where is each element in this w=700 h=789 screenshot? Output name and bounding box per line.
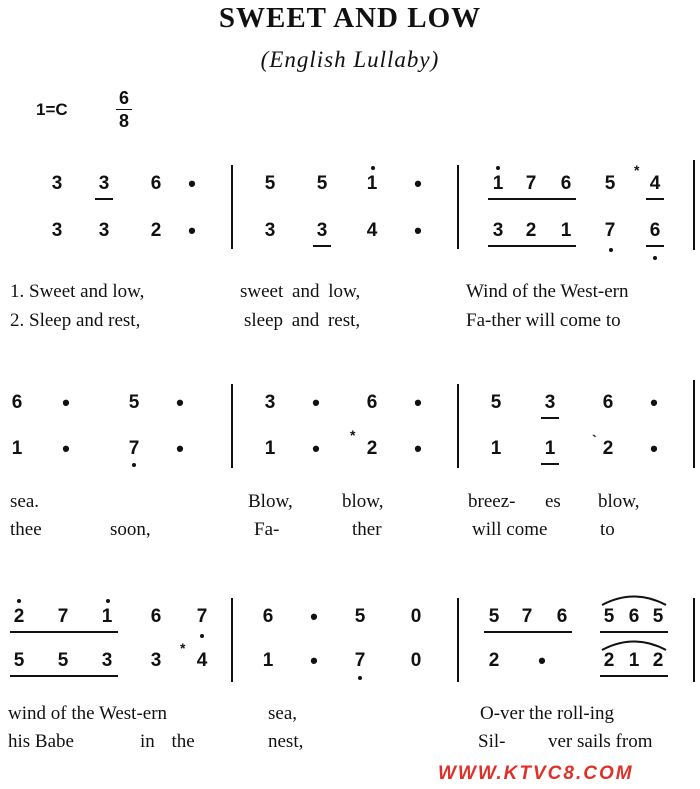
barline: [231, 598, 233, 682]
lyric-word: will come: [472, 519, 548, 540]
duration-dot: •: [62, 436, 70, 461]
note: 7: [525, 173, 537, 194]
lyric-line: 2. Sleep and rest,: [10, 310, 141, 331]
barline: [693, 160, 695, 250]
underline: [646, 245, 664, 247]
barline: [457, 165, 459, 249]
lyric-line: Fa-ther will come to: [466, 310, 621, 331]
note: 2: [488, 650, 500, 671]
note: 1: [366, 173, 378, 194]
note: 7: [521, 606, 533, 627]
note: 1: [101, 606, 113, 627]
sharp-accidental: *: [350, 427, 356, 443]
underline: [600, 675, 668, 677]
underline: [10, 631, 118, 633]
lyric-word: Sil-: [478, 731, 506, 752]
lyric-line: wind of the West-ern: [8, 703, 168, 724]
song-title: SWEET AND LOW: [218, 2, 482, 34]
note: 5: [354, 606, 366, 627]
lyric-word: nest,: [268, 731, 304, 752]
lyric-word: Blow,: [248, 491, 293, 512]
duration-dot: •: [414, 436, 422, 461]
underline: [541, 463, 559, 465]
duration-dot: •: [312, 390, 320, 415]
note: 1: [11, 438, 23, 459]
lyric-line: ver sails from: [548, 731, 653, 752]
time-signature: [114, 88, 134, 131]
lyric-word: sea,: [268, 703, 298, 724]
octave-dot-high: [496, 166, 500, 170]
underline: [488, 245, 576, 247]
barline: [457, 384, 459, 468]
note: 2: [603, 650, 615, 671]
note: 2: [366, 438, 378, 459]
lyric-line: sleep and rest,: [244, 310, 361, 331]
note: 5: [604, 173, 616, 194]
note: 3: [51, 220, 63, 241]
lyric-line: O-ver the roll-ing: [480, 703, 615, 724]
note: 5: [652, 606, 664, 627]
sharp-accidental: *: [180, 640, 186, 656]
lyric-word: ther: [352, 519, 382, 540]
note: 6: [366, 392, 378, 413]
note: 2: [525, 220, 537, 241]
note: 4: [196, 650, 208, 671]
note: 0: [410, 606, 422, 627]
note: 3: [101, 650, 113, 671]
barline: [231, 384, 233, 468]
note: 7: [196, 606, 208, 627]
barline: [693, 380, 695, 468]
time-signature-top: 6: [118, 88, 129, 108]
octave-dot-high: [371, 166, 375, 170]
slur: [600, 592, 668, 606]
note: 3: [98, 173, 110, 194]
note: 1: [492, 173, 504, 194]
note: 0: [410, 650, 422, 671]
note: 4: [649, 173, 661, 194]
duration-dot: •: [62, 390, 70, 415]
note: 1: [628, 650, 640, 671]
underline: [95, 198, 113, 200]
note: 6: [150, 173, 162, 194]
duration-dot: •: [310, 648, 318, 673]
note: 6: [11, 392, 23, 413]
duration-dot: •: [310, 604, 318, 629]
duration-dot: •: [414, 171, 422, 196]
sharp-accidental: *: [634, 162, 640, 178]
octave-dot-high: [200, 634, 204, 638]
underline: [10, 675, 118, 677]
lyric-word: his Babe: [8, 731, 74, 752]
note: 6: [556, 606, 568, 627]
note: 5: [13, 650, 25, 671]
note: 6: [262, 606, 274, 627]
barline: [457, 598, 459, 682]
note: 6: [602, 392, 614, 413]
lyric-word: soon,: [110, 519, 151, 540]
lyric-word: blow,: [598, 491, 640, 512]
note: 3: [98, 220, 110, 241]
duration-dot: •: [176, 390, 184, 415]
note: 5: [488, 606, 500, 627]
underline: [646, 198, 664, 200]
lyric-word: Fa-: [254, 519, 280, 540]
note: 5: [264, 173, 276, 194]
octave-dot-low: [132, 463, 136, 467]
note: 5: [490, 392, 502, 413]
note: 7: [354, 650, 366, 671]
grace-mark: `: [592, 432, 597, 448]
octave-dot-low: [358, 676, 362, 680]
octave-dot-high: [17, 599, 21, 603]
duration-dot: •: [188, 171, 196, 196]
duration-dot: •: [538, 648, 546, 673]
note: 5: [128, 392, 140, 413]
underline: [488, 198, 576, 200]
barline: [231, 165, 233, 249]
note: 5: [603, 606, 615, 627]
lyric-word: es: [545, 491, 561, 512]
duration-dot: •: [188, 218, 196, 243]
lyric-line: Wind of the West-ern: [466, 281, 629, 302]
octave-dot-low: [653, 256, 657, 260]
note: 5: [57, 650, 69, 671]
duration-dot: •: [312, 436, 320, 461]
lyric-word: sea.: [10, 491, 40, 512]
duration-dot: •: [650, 390, 658, 415]
note: 2: [150, 220, 162, 241]
lyric-word: thee: [10, 519, 42, 540]
underline: [600, 631, 668, 633]
octave-dot-high: [106, 599, 110, 603]
underline: [313, 245, 331, 247]
note: 3: [264, 220, 276, 241]
note: 3: [544, 392, 556, 413]
note: 7: [128, 438, 140, 459]
lyric-word: blow,: [342, 491, 384, 512]
note: 3: [264, 392, 276, 413]
underline: [541, 417, 559, 419]
lyric-line: 1. Sweet and low,: [10, 281, 145, 302]
note: 4: [366, 220, 378, 241]
duration-dot: •: [414, 218, 422, 243]
note: 1: [264, 438, 276, 459]
note: 3: [150, 650, 162, 671]
underline: [484, 631, 572, 633]
note: 3: [316, 220, 328, 241]
note: 5: [316, 173, 328, 194]
note: 1: [262, 650, 274, 671]
lyric-line: sweet and low,: [240, 281, 361, 302]
note: 6: [649, 220, 661, 241]
song-subtitle: (English Lullaby): [260, 47, 440, 72]
key-signature: 1=C: [36, 100, 68, 119]
note: 3: [51, 173, 63, 194]
duration-dot: •: [414, 390, 422, 415]
duration-dot: •: [176, 436, 184, 461]
lyric-word: breez-: [468, 491, 516, 512]
slur: [600, 637, 668, 651]
site-watermark: WWW.KTVC8.COM: [438, 763, 634, 784]
note: 6: [560, 173, 572, 194]
note: 3: [492, 220, 504, 241]
lyric-word: in the: [140, 731, 195, 752]
octave-dot-low: [609, 248, 613, 252]
barline: [693, 598, 695, 682]
lyric-word: to: [600, 519, 615, 540]
note: 2: [652, 650, 664, 671]
note: 1: [544, 438, 556, 459]
note: 1: [560, 220, 572, 241]
note: 7: [604, 220, 616, 241]
time-signature-bar: [116, 109, 132, 110]
note: 2: [602, 438, 614, 459]
note: 7: [57, 606, 69, 627]
note: 6: [628, 606, 640, 627]
time-signature-bottom: 8: [118, 111, 129, 131]
duration-dot: •: [650, 436, 658, 461]
note: 2: [13, 606, 25, 627]
note: 1: [490, 438, 502, 459]
note: 6: [150, 606, 162, 627]
